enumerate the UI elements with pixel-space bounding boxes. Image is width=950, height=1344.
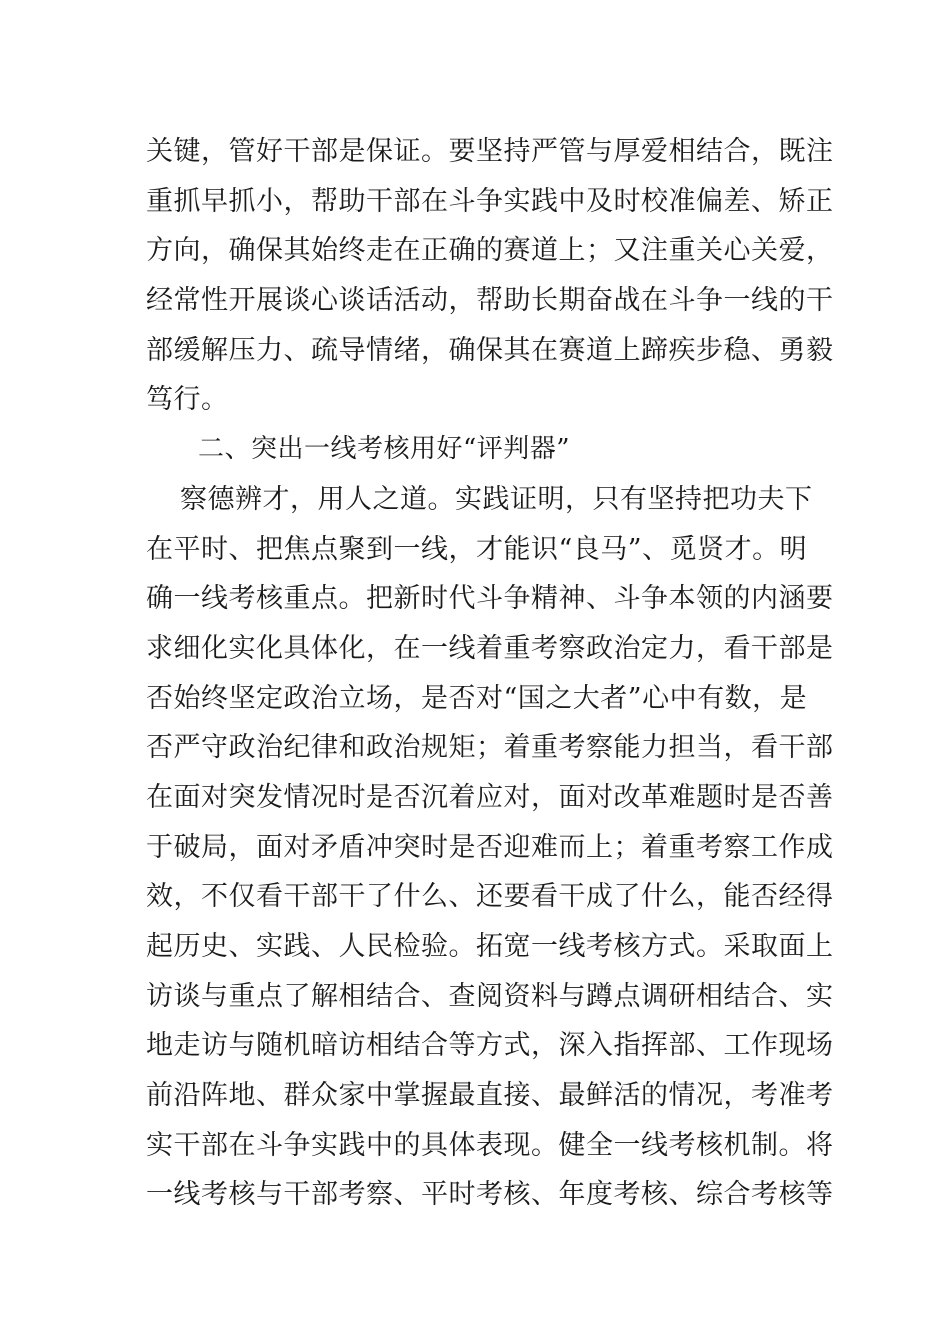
text-line: 求细化实化具体化，在一线着重考察政治定力，看干部是: [146, 632, 834, 664]
text-line: 在面对突发情况时是否沉着应对，面对改革难题时是否善: [146, 781, 834, 813]
text-line: 方向，确保其始终走在正确的赛道上；又注重关心关爱，: [146, 235, 834, 267]
text-line: 部缓解压力、疏导情绪，确保其在赛道上蹄疾步稳、勇毅: [146, 334, 834, 366]
text-line: 否始终坚定政治立场，是否对“国之大者”心中有数，是: [146, 682, 808, 714]
text-line: 效，不仅看干部干了什么、还要看干成了什么，能否经得: [146, 881, 834, 913]
text-line: 关键，管好干部是保证。要坚持严管与厚爱相结合，既注: [146, 136, 834, 167]
text-line: 起历史、实践、人民检验。拓宽一线考核方式。采取面上: [146, 931, 834, 962]
text-line: 实干部在斗争实践中的具体表现。健全一线考核机制。将: [146, 1129, 834, 1161]
text-line: 笃行。: [146, 384, 229, 416]
body-text: [146, 127, 834, 1220]
text-line: 访谈与重点了解相结合、查阅资料与蹲点调研相结合、实: [146, 980, 834, 1012]
section-heading: 二、突出一线考核用好“评判器”: [198, 434, 571, 465]
text-line: 于破局，面对矛盾冲突时是否迎难而上；着重考察工作成: [146, 831, 834, 863]
text-line: 前沿阵地、群众家中掌握最直接、最鲜活的情况，考准考: [146, 1080, 834, 1112]
text-line: 确一线考核重点。把新时代斗争精神、斗争本领的内涵要: [146, 583, 834, 615]
text-line: 重抓早抓小，帮助干部在斗争实践中及时校准偏差、矫正: [146, 185, 834, 217]
text-line: 地走访与随机暗访相结合等方式，深入指挥部、工作现场: [146, 1030, 834, 1062]
text-line: 一线考核与干部考察、平时考核、年度考核、综合考核等: [146, 1179, 834, 1211]
text-line: 经常性开展谈心谈话活动，帮助长期奋战在斗争一线的干: [146, 285, 834, 317]
text-line: 在平时、把焦点聚到一线，才能识“良马”、觅贤才。明: [146, 533, 808, 565]
text-line: 否严守政治纪律和政治规矩；着重考察能力担当，看干部: [146, 732, 834, 764]
text-line: 察德辨才，用人之道。实践证明，只有坚持把功夫下: [180, 483, 813, 515]
